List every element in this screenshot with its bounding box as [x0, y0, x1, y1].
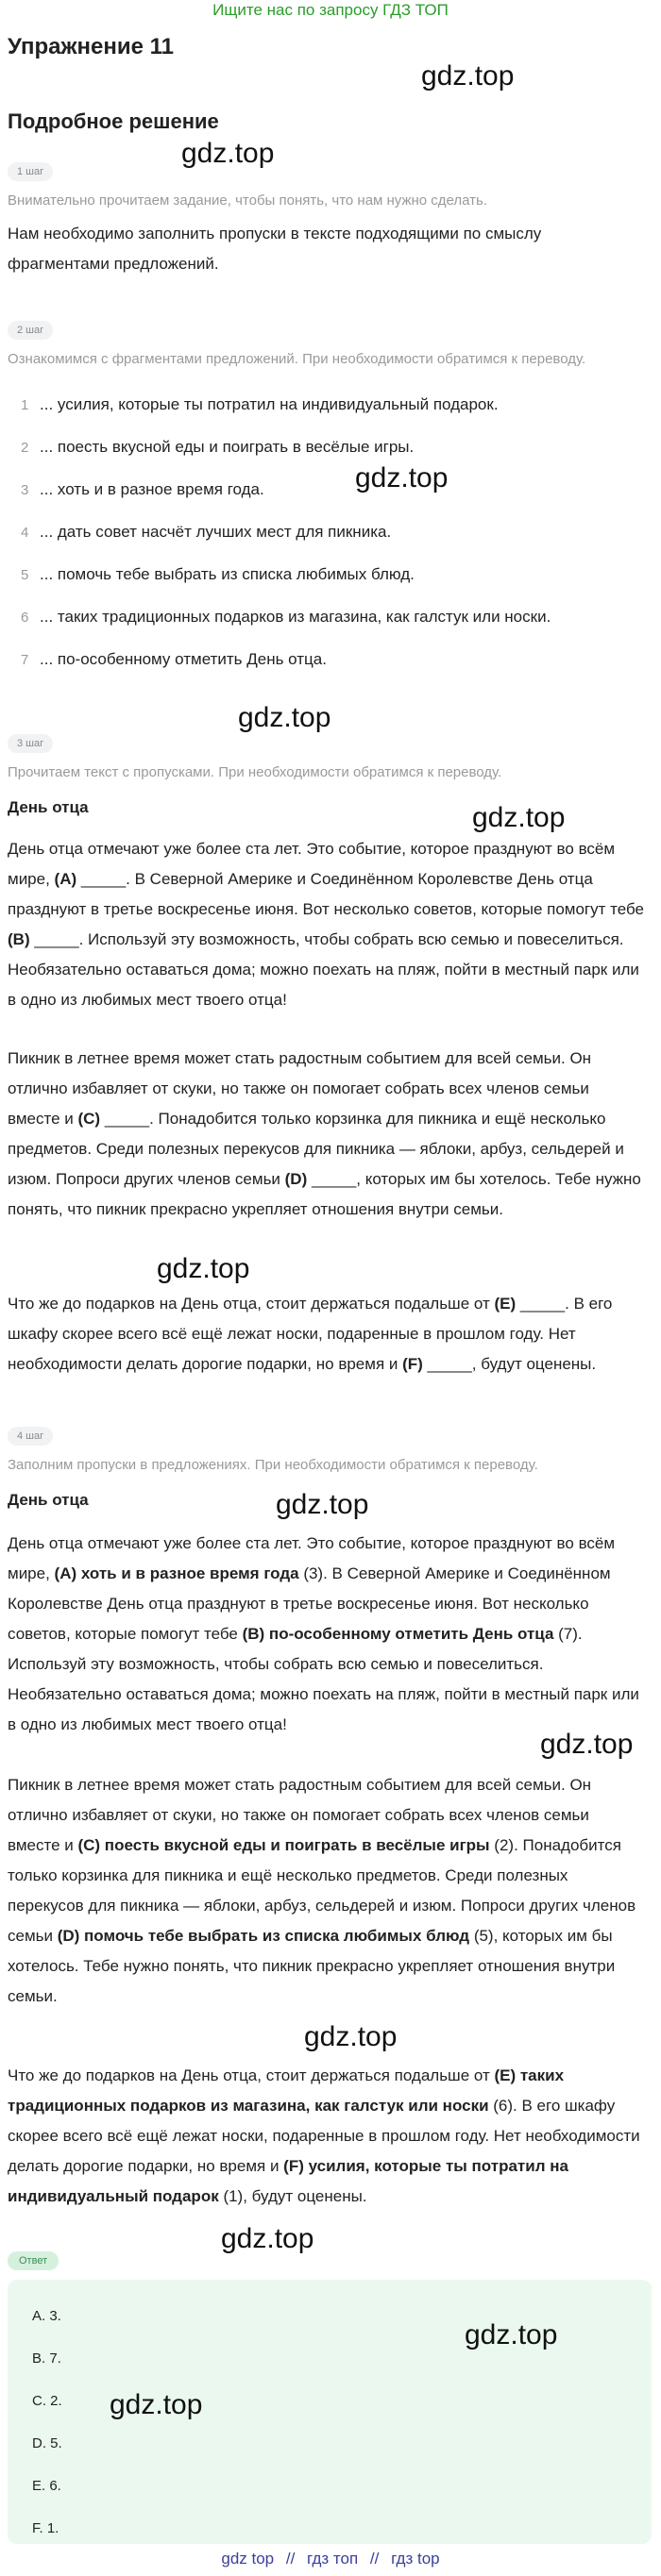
list-item-number: 1: [21, 397, 29, 413]
list-item-text: ... поесть вкусной еды и поиграть в весёлые игры.: [40, 438, 415, 456]
step-badge-2: 2 шаг: [8, 321, 53, 340]
footer-link-gdz-top[interactable]: gdz top: [221, 2550, 275, 2568]
answer-item: F. 1.: [32, 2520, 59, 2536]
filled-paragraph-2: Пикник в летнее время может стать радостным событием для всей семьи. Он отлично избавляет от скуки, но также он помогает собрать всех членов семьи вместе и (C) поесть вкусной еды и поиграть в весёлые игры (2). Понадобится только корзинка для пикника и ещё несколько предметов. Среди полезных перекусов для пикника — яблоки, арбуз, сельдерей и изюм. Попроси других членов семьи (D) помочь тебе выбрать из списка любимых блюд (5), которых им бы хотелось. Тебе нужно понять, что пикник прекрасно укрепляет отношения внутри семьи.: [8, 1776, 636, 2005]
list-item-text: ... помочь тебе выбрать из списка любимых блюд.: [40, 565, 415, 583]
watermark: gdz.top: [110, 2389, 203, 2420]
list-item: [8, 562, 650, 587]
answer-item: E. 6.: [32, 2478, 61, 2494]
footer-separator: //: [285, 2550, 296, 2568]
watermark: gdz.top: [238, 702, 331, 733]
filled-paragraph-1: День отца отмечают уже более ста лет. Это событие, которое празднуют во всём мире, (A) хоть и в разное время года (3). В Северной Америке и Соединённом Королевстве День отца празднуют в третье воскресенье июня. Вот несколько советов, которые помогут тебе (B) по-особенному отметить День отца (7). Используй эту возможность, чтобы собрать всю семью и повеселиться. Необязательно оставаться дома; можно поехать на пляж, пойти в местный парк или в одно из любимых мест твоего отца!: [8, 1534, 639, 1733]
watermark: gdz.top: [157, 1253, 250, 1284]
step-3-hint: Прочитаем текст с пропусками. При необходимости обратимся к переводу.: [8, 764, 502, 780]
list-item: [8, 605, 650, 629]
footer-link-gdz-top-mixed[interactable]: гдз top: [391, 2550, 440, 2568]
list-item-number: 2: [21, 440, 29, 456]
list-item-number: 6: [21, 610, 29, 626]
footer-separator: //: [369, 2550, 380, 2568]
answer-item: C. 2.: [32, 2393, 62, 2409]
list-item-number: 5: [21, 567, 29, 583]
step-badge-4: 4 шаг: [8, 1427, 53, 1446]
list-item-text: ... по-особенному отметить День отца.: [40, 650, 327, 668]
watermark: gdz.top: [540, 1729, 634, 1760]
list-item-number: 4: [21, 525, 29, 541]
gapped-paragraph-3: Что же до подарков на День отца, стоит держаться подальше от (E) _____. В его шкафу скорее всего всё ещё лежат носки, подаренные в прошлом году. Нет необходимости делать дорогие подарки, но время и (F) _____, будут оценены.: [8, 1295, 613, 1373]
list-item: [8, 477, 650, 502]
step-badge-1: 1 шаг: [8, 162, 53, 181]
step-4-hint: Заполним пропуски в предложениях. При необходимости обратимся к переводу.: [8, 1457, 538, 1473]
list-item-text: ... хоть и в разное время года.: [40, 480, 264, 498]
list-item: [8, 647, 650, 672]
answer-item: B. 7.: [32, 2350, 61, 2367]
list-item-number: 3: [21, 482, 29, 498]
step-2-hint: Ознакомимся с фрагментами предложений. При необходимости обратимся к переводу.: [8, 351, 586, 367]
list-item: [8, 435, 650, 460]
list-item-number: 7: [21, 652, 29, 668]
footer-links: [0, 2550, 661, 2568]
answer-item: A. 3.: [32, 2308, 61, 2324]
list-item-text: ... дать совет насчёт лучших мест для пикника.: [40, 523, 392, 541]
filled-paragraph-3: Что же до подарков на День отца, стоит держаться подальше от (E) таких традиционных подарков из магазина, как галстук или носки (6). В его шкафу скорее всего всё ещё лежат носки, подаренные в прошлом году. Нет необходимости делать дорогие подарки, но время и (F) усилия, которые ты потратил на индивидуальный подарок (1), будут оценены.: [8, 2066, 640, 2205]
step-1-hint: Внимательно прочитаем задание, чтобы понять, что нам нужно сделать.: [8, 192, 488, 209]
watermark: gdz.top: [304, 2021, 398, 2052]
watermark: gdz.top: [355, 462, 449, 493]
gapped-paragraph-1: День отца отмечают уже более ста лет. Это событие, которое празднуют во всём мире, (A) _____. В Северной Америке и Соединённом Королевстве День отца празднуют в третье воскресенье июня. Вот несколько советов, которые помогут тебе (B) _____. Используй эту возможность, чтобы собрать всю семью и повеселиться. Необязательно оставаться дома; можно поехать на пляж, пойти в местный парк или в одно из любимых мест твоего отца!: [8, 840, 644, 1009]
step-1-text: Нам необходимо заполнить пропуски в тексте подходящими по смыслу фрагментами предложений.: [8, 225, 542, 273]
watermark: gdz.top: [181, 138, 275, 169]
watermark: gdz.top: [276, 1489, 369, 1520]
watermark: gdz.top: [472, 802, 566, 833]
watermark: gdz.top: [421, 60, 515, 92]
solution-subtitle: Подробное решение: [8, 109, 219, 133]
answer-item: D. 5.: [32, 2435, 62, 2451]
top-banner[interactable]: Ищите нас по запросу ГДЗ ТОП: [212, 1, 449, 19]
watermark: gdz.top: [221, 2223, 314, 2254]
exercise-title: Упражнение 11: [8, 34, 175, 59]
gapped-paragraph-2: Пикник в летнее время может стать радостным событием для всей семьи. Он отлично избавляет от скуки, но также он помогает собрать всех членов семьи вместе и (C) _____. Понадобится только корзинка для пикника и ещё несколько предметов. Среди полезных перекусов для пикника — яблоки, арбуз, сельдерей и изюм. Попроси других членов семьи (D) _____, которых им бы хотелось. Тебе нужно понять, что пикник прекрасно укрепляет отношения внутри семьи.: [8, 1049, 641, 1218]
text-heading: День отца: [8, 798, 89, 816]
list-item: [8, 393, 650, 417]
list-item-text: ... усилия, которые ты потратил на индивидуальный подарок.: [40, 395, 499, 413]
list-item-text: ... таких традиционных подарков из магазина, как галстук или носки.: [40, 608, 551, 626]
step-badge-3: 3 шаг: [8, 734, 53, 753]
footer-link-gdz-top-ru[interactable]: гдз топ: [307, 2550, 359, 2568]
text-heading: День отца: [8, 1491, 89, 1509]
watermark: gdz.top: [465, 2319, 558, 2350]
list-item: [8, 520, 650, 544]
answer-badge: Ответ: [8, 2251, 59, 2270]
